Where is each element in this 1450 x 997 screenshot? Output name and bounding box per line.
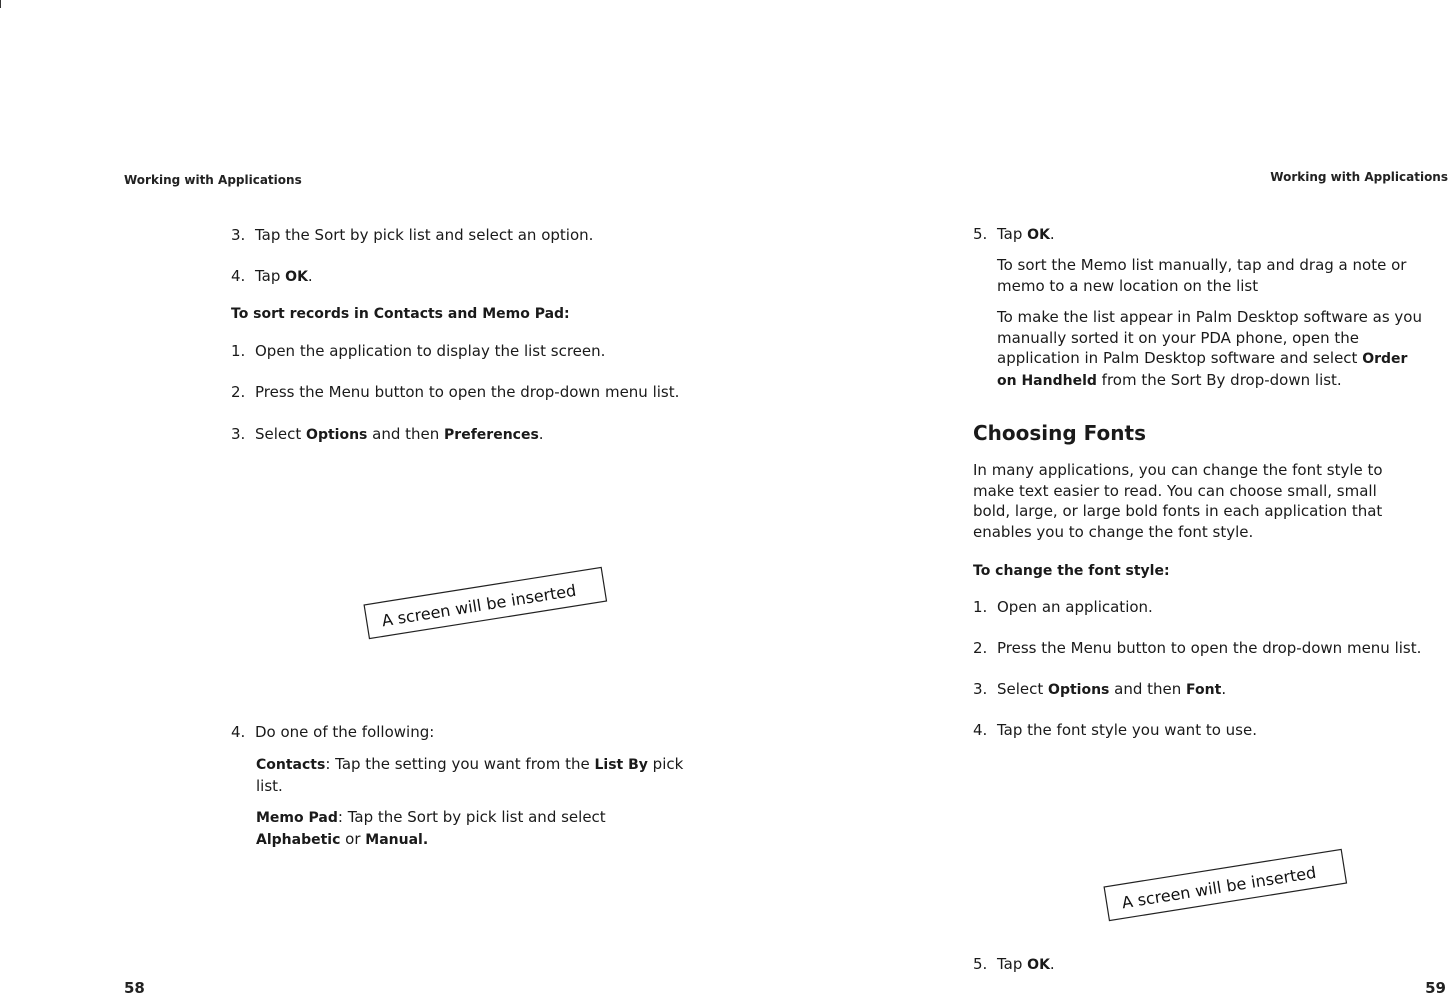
- on-handheld-label: on Handheld: [997, 372, 1097, 389]
- intro-line: bold, large, or large bold fonts in each application that: [973, 502, 1383, 520]
- step-number: 3.: [231, 425, 246, 443]
- order-label: Order: [1362, 351, 1408, 367]
- section-title: Choosing Fonts: [973, 421, 1146, 445]
- memo-sort-note: [997, 255, 1447, 296]
- left-page-number: 58: [124, 979, 145, 997]
- left-sort-step-3: [231, 424, 544, 445]
- note-line: To sort the Memo list manually, tap and drag a note or: [997, 256, 1407, 274]
- left-sort-step-1: [231, 341, 605, 361]
- note-line: from the Sort By drop-down list.: [1096, 370, 1342, 389]
- step-text: Tap the Sort by pick list and select an option.: [255, 226, 594, 244]
- list-by-label: List By: [594, 757, 648, 773]
- step-text: Open an application.: [997, 598, 1153, 616]
- options-label: Options: [306, 427, 368, 443]
- left-step-4: [231, 266, 313, 287]
- alphabetic-label: Alphabetic: [256, 831, 341, 848]
- placeholder-text: A screen will be inserted: [380, 580, 578, 631]
- or-text: or: [340, 829, 366, 848]
- preferences-label: Preferences: [444, 427, 539, 443]
- step-text-end: .: [1049, 955, 1055, 973]
- contacts-text-3: list.: [256, 776, 283, 795]
- step-text: Select: [997, 680, 1049, 698]
- left-screen-placeholder: [355, 556, 615, 646]
- step-text-mid: and then: [367, 425, 445, 443]
- right-page-number: 59: [1425, 979, 1446, 997]
- options-label: Options: [1048, 682, 1110, 698]
- step-number: 2.: [231, 383, 246, 401]
- contacts-text: : Tap the setting you want from the: [325, 755, 595, 773]
- step-text-mid: and then: [1109, 680, 1187, 698]
- right-page-header: Working with Applications: [1270, 170, 1448, 184]
- step-text: Press the Menu button to open the drop-down menu list.: [255, 383, 680, 401]
- memo-text: : Tap the Sort by pick list and select: [337, 808, 606, 826]
- font-step-1: [973, 597, 1153, 617]
- palm-desktop-note: [997, 307, 1447, 391]
- font-step-3: [973, 679, 1226, 700]
- step-number: 4.: [231, 267, 246, 285]
- manual-label: Manual.: [365, 831, 429, 848]
- step-number: 4.: [973, 721, 988, 739]
- font-label: Font: [1186, 682, 1222, 698]
- step-number: 1.: [231, 342, 246, 360]
- left-step-3: [231, 225, 593, 245]
- step-text: Tap the font style you want to use.: [997, 721, 1257, 739]
- intro-line: In many applications, you can change the font style to: [973, 461, 1383, 479]
- note-line: application in Palm Desktop software and select: [997, 349, 1363, 367]
- step-text: Tap: [255, 267, 286, 285]
- left-subheading: To sort records in Contacts and Memo Pad:: [231, 306, 570, 322]
- font-step-5: [973, 954, 1055, 975]
- step-number: 1.: [973, 598, 988, 616]
- step-text-end: .: [1049, 225, 1055, 243]
- note-line: manually sorted it on your PDA phone, open the: [997, 328, 1359, 347]
- step-text: Do one of the following:: [255, 723, 435, 741]
- note-line: To make the list appear in Palm Desktop software as you: [997, 308, 1422, 326]
- step-number: 5.: [973, 225, 988, 243]
- crop-mark: [0, 0, 1, 8]
- left-sort-step-4: [231, 722, 434, 742]
- memo-pad-label: Memo Pad: [256, 810, 338, 826]
- right-step-5: [973, 224, 1055, 245]
- step-number: 5.: [973, 955, 988, 973]
- contacts-label: Contacts: [256, 757, 326, 773]
- step-text-end: .: [1221, 680, 1227, 698]
- step-number: 2.: [973, 639, 988, 657]
- step-text: Open the application to display the list screen.: [255, 342, 606, 360]
- intro-line: enables you to change the font style.: [973, 522, 1254, 541]
- ok-label: OK: [285, 269, 308, 285]
- step-number: 3.: [973, 680, 988, 698]
- placeholder-text: A screen will be inserted: [1120, 862, 1318, 913]
- step-number: 3.: [231, 226, 246, 244]
- font-step-4: [973, 720, 1257, 740]
- left-sort-step-2: [231, 382, 679, 402]
- ok-label: OK: [1027, 957, 1050, 973]
- placeholder-box: [355, 556, 615, 646]
- font-step-2: [973, 638, 1421, 658]
- right-subheading: To change the font style:: [973, 563, 1170, 579]
- step-text: Select: [255, 425, 307, 443]
- left-page-header: Working with Applications: [124, 173, 302, 187]
- step-number: 4.: [231, 723, 246, 741]
- intro-line: make text easier to read. You can choose small, small: [973, 481, 1377, 500]
- step-text: Press the Menu button to open the drop-down menu list.: [997, 639, 1422, 657]
- fonts-intro: [973, 460, 1443, 542]
- placeholder-box: [1095, 838, 1355, 928]
- contacts-text-2: pick: [647, 755, 684, 773]
- contacts-instruction: [256, 754, 726, 796]
- right-screen-placeholder: [1095, 838, 1355, 928]
- step-text: Tap: [997, 225, 1028, 243]
- step-text: Tap: [997, 955, 1028, 973]
- step-text-end: .: [307, 267, 313, 285]
- step-text-end: .: [538, 425, 544, 443]
- note-line: memo to a new location on the list: [997, 276, 1259, 295]
- memo-instruction: [256, 807, 726, 850]
- ok-label: OK: [1027, 227, 1050, 243]
